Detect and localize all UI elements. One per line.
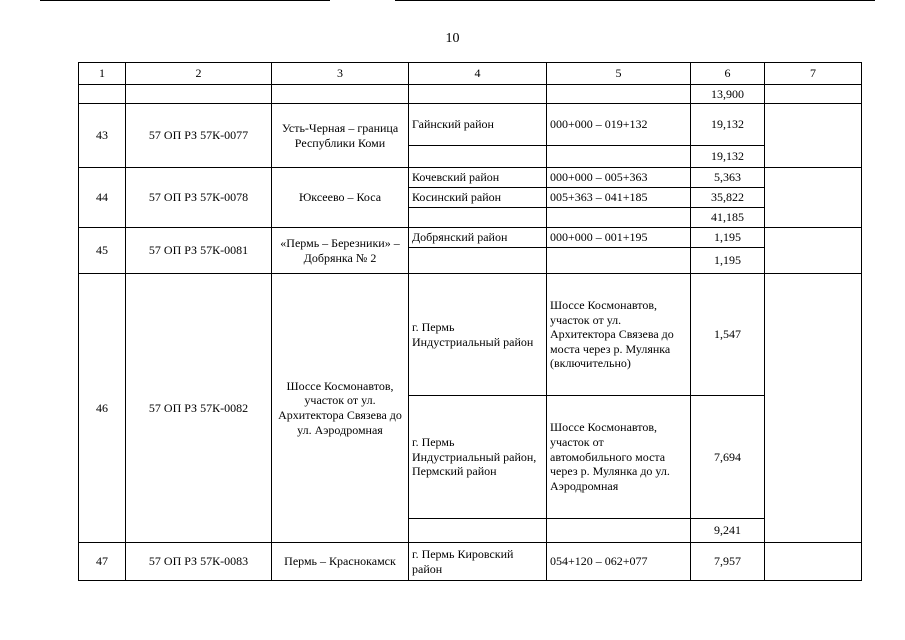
header-cell: 7 [765, 63, 862, 85]
road-name: Шоссе Космонавтов, участок от ул. Архитектора Связева до ул. Аэродромная [272, 274, 409, 543]
road-name: Усть-Черная – граница Республики Коми [272, 104, 409, 168]
road-total-length: 1,195 [691, 248, 765, 274]
road-segment-length: 7,694 [691, 396, 765, 519]
road-km-range: 005+363 – 041+185 [547, 188, 691, 208]
table-header-row [79, 63, 862, 85]
road-number: 47 [79, 543, 126, 581]
road-id-code: 57 ОП РЗ 57К-0083 [126, 543, 272, 581]
header-cell: 1 [79, 63, 126, 85]
road-district: г. Пермь Индустриальный район, Пермский район [409, 396, 547, 519]
road-total-length: 19,132 [691, 146, 765, 168]
road-segment-length: 7,957 [691, 543, 765, 581]
road-district: Добрянский район [409, 228, 547, 248]
road-km-range: 054+120 – 062+077 [547, 543, 691, 581]
road-district: Гайнский район [409, 104, 547, 146]
top-edge-line-right [395, 0, 875, 1]
road-total-length: 41,185 [691, 208, 765, 228]
road-km-range: 000+000 – 001+195 [547, 228, 691, 248]
road-km-range: 000+000 – 019+132 [547, 104, 691, 146]
road-name: Пермь – Краснокамск [272, 543, 409, 581]
road-id-code: 57 ОП РЗ 57К-0081 [126, 228, 272, 274]
road-segment-length: 5,363 [691, 168, 765, 188]
road-district: Косинский район [409, 188, 547, 208]
road-id-code: 57 ОП РЗ 57К-0082 [126, 274, 272, 543]
road-km-range: Шоссе Космонавтов, участок от ул. Архитектора Связева до моста через р. Мулянка (включительно) [547, 274, 691, 396]
road-id-code: 57 ОП РЗ 57К-0077 [126, 104, 272, 168]
road-register-table [78, 62, 862, 581]
table-row [79, 228, 862, 248]
road-km-range: 000+000 – 005+363 [547, 168, 691, 188]
road-name: Юксеево – Коса [272, 168, 409, 228]
road-segment-length: 1,547 [691, 274, 765, 396]
road-km-range: Шоссе Космонавтов, участок от автомобильного моста через р. Мулянка до ул. Аэродромная [547, 396, 691, 519]
page-number: 10 [445, 31, 460, 46]
road-district: г. Пермь Индустриальный район [409, 274, 547, 396]
road-district: Кочевский район [409, 168, 547, 188]
header-cell: 4 [409, 63, 547, 85]
road-total-length: 13,900 [691, 85, 765, 104]
table-row [79, 543, 862, 581]
header-cell: 5 [547, 63, 691, 85]
road-number: 46 [79, 274, 126, 543]
road-id-code: 57 ОП РЗ 57К-0078 [126, 168, 272, 228]
road-number: 44 [79, 168, 126, 228]
header-cell: 6 [691, 63, 765, 85]
road-number: 45 [79, 228, 126, 274]
road-segment-length: 19,132 [691, 104, 765, 146]
table-row [79, 85, 862, 104]
header-cell: 3 [272, 63, 409, 85]
header-cell: 2 [126, 63, 272, 85]
table-row [79, 104, 862, 146]
road-segment-length: 35,822 [691, 188, 765, 208]
road-number: 43 [79, 104, 126, 168]
road-district: г. Пермь Кировский район [409, 543, 547, 581]
top-edge-line-left [40, 0, 330, 1]
table-row [79, 274, 862, 396]
road-name: «Пермь – Березники» – Добрянка № 2 [272, 228, 409, 274]
road-total-length: 9,241 [691, 519, 765, 543]
road-segment-length: 1,195 [691, 228, 765, 248]
table-row [79, 168, 862, 188]
